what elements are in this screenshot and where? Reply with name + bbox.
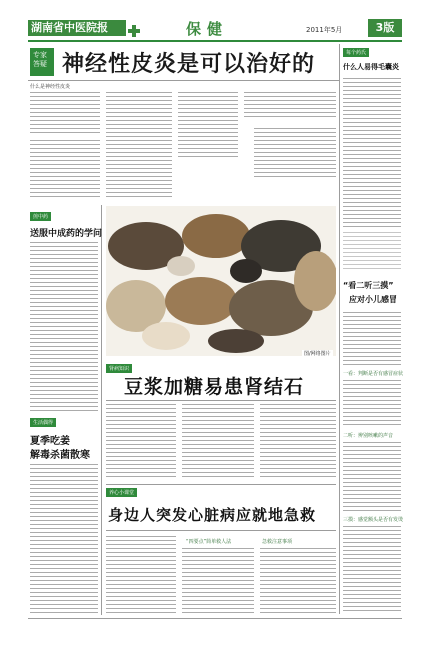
page-number: 3版 xyxy=(368,19,402,37)
middle-text-6 xyxy=(260,548,336,614)
top-story-text-col1 xyxy=(30,92,100,136)
middle-headline-2: 身边人突发心脏病应就地急救 xyxy=(108,506,317,524)
right-quote-1: “看二听三摸” xyxy=(343,281,394,290)
right-text-1 xyxy=(343,78,401,228)
left-title: 送服中成药的学问 xyxy=(30,229,103,239)
middle-headline: 豆浆加糖易患肾结石 xyxy=(124,376,305,398)
bottom-rule xyxy=(28,618,402,619)
paper-name: 湖南省中医院报 xyxy=(28,20,126,36)
left-text-1 xyxy=(30,242,98,412)
right-section-tag: 每个药氏 xyxy=(343,48,369,57)
middle-text-4 xyxy=(106,536,176,614)
top-story-text-col4b xyxy=(254,128,336,178)
right-text-2 xyxy=(343,232,401,272)
left-section-tag-2: 生活偶得 xyxy=(30,418,56,427)
right-sub-1: 一看：判断是否有感冒症状 xyxy=(343,371,404,377)
middle-section-tag: 肾病知识 xyxy=(106,364,132,373)
middle-text-2 xyxy=(182,404,254,478)
middle-sub-b: 急救注意事项 xyxy=(262,539,293,545)
herbs-photo xyxy=(106,206,336,356)
masthead-rule xyxy=(28,40,402,42)
expert-tag: 专家答疑 xyxy=(30,48,54,76)
right-text-3 xyxy=(343,312,401,366)
left-text-2 xyxy=(30,464,98,614)
middle-text-3 xyxy=(260,404,336,478)
middle-text-1 xyxy=(106,404,176,478)
right-text-4 xyxy=(343,380,401,428)
top-story-text-col2 xyxy=(106,92,172,200)
middle-rule-2 xyxy=(106,484,336,485)
middle-section-tag-2: 养心小课堂 xyxy=(106,488,137,497)
middle-sub-a: “四要点”简单救人法 xyxy=(186,539,232,545)
right-sub-2: 二听：辨别咳嗽的声音 xyxy=(343,433,394,439)
left-title-2b: 解毒杀菌散寒 xyxy=(30,450,90,461)
left-section-tag: 煎中药 xyxy=(30,212,51,221)
masthead xyxy=(28,18,402,40)
middle-text-5 xyxy=(182,548,254,614)
top-story-text-col3 xyxy=(178,92,238,158)
left-column-divider xyxy=(101,205,102,615)
issue-date: 2011年5月 xyxy=(306,26,343,34)
right-title: 什么人易得毛囊炎 xyxy=(343,63,399,71)
cross-icon xyxy=(128,22,140,34)
middle-rule xyxy=(106,400,336,401)
left-title-2a: 夏季吃姜 xyxy=(30,436,70,447)
column-name: 保健 xyxy=(186,20,229,38)
right-sub-3: 三摸：感觉额头是否有发烫 xyxy=(343,517,404,523)
right-text-6 xyxy=(343,526,401,612)
top-story-byline: 什么是神经性皮炎 xyxy=(30,84,71,90)
photo-caption: 图/网络图片 xyxy=(304,351,331,357)
top-story-rule xyxy=(28,80,340,81)
top-story-text-col4 xyxy=(244,92,336,120)
right-text-5 xyxy=(343,442,401,512)
top-headline: 神经性皮炎是可以治好的 xyxy=(62,52,316,77)
right-quote-2: 应对小儿感冒 xyxy=(349,295,397,304)
top-story-text-col1b xyxy=(30,140,100,200)
middle-rule-3 xyxy=(106,530,336,531)
right-column-divider xyxy=(339,44,340,614)
